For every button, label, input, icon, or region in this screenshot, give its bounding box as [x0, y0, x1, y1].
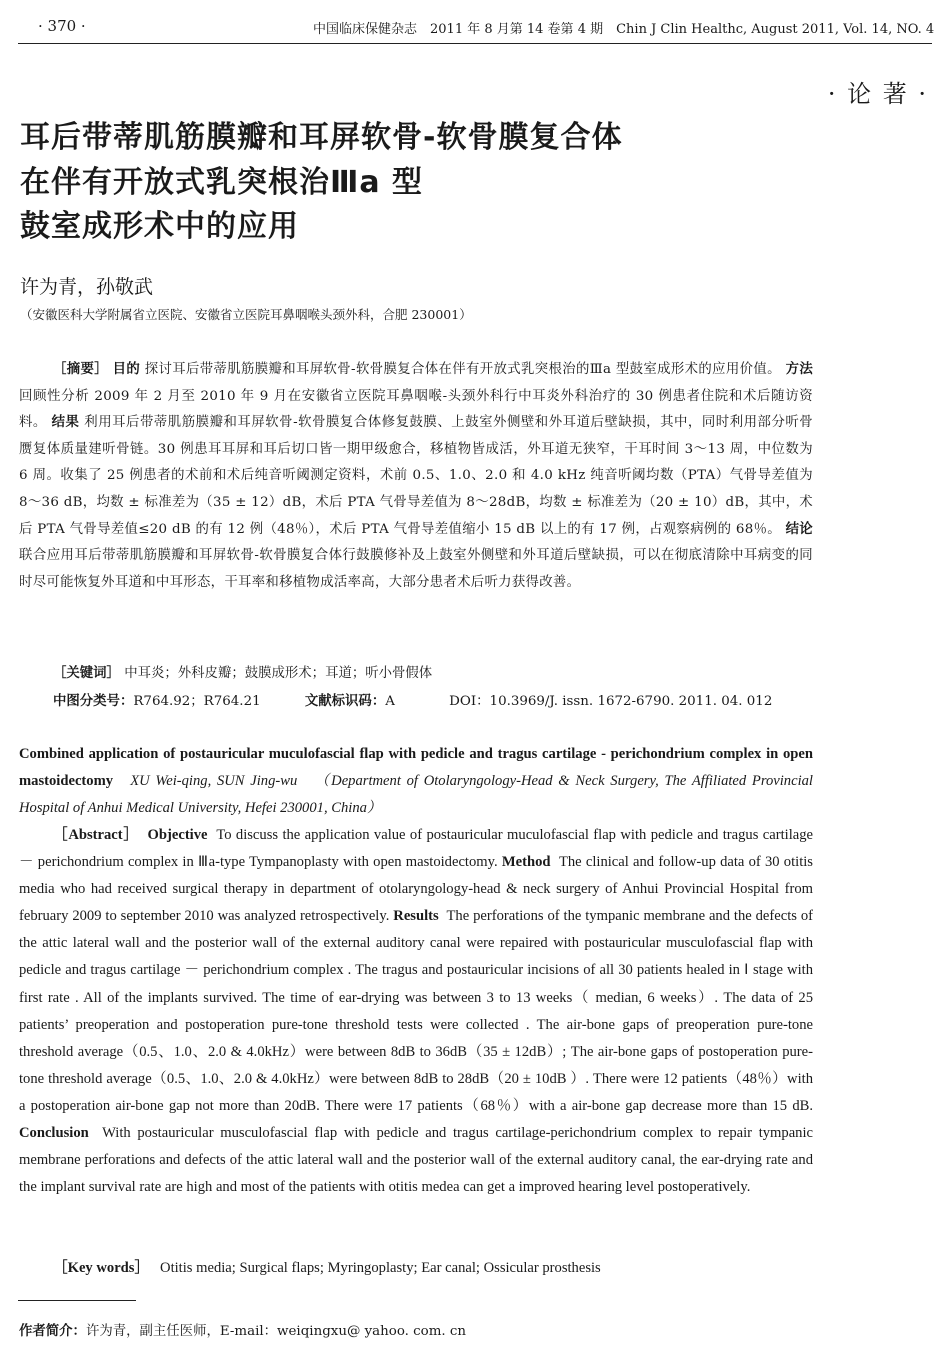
keywords-cn — [53, 662, 432, 681]
doc-code-label: 文献标识码： — [304, 694, 386, 709]
conclusion-cn-label: 结论 — [785, 521, 813, 537]
english-affiliation: （Department of Otolaryngology-Head & Neck Surgery, The Affiliated Provincial Hospital of Anhui Medical University, Hefei 230001, China） — [19, 773, 813, 817]
article-title-line-2: 在伴有开放式乳突根治Ⅲa 型 — [20, 165, 424, 200]
abstract-en — [19, 822, 813, 1201]
results-en-label: Results — [393, 908, 439, 925]
objective-en-label: Objective — [147, 827, 208, 843]
abstract-cn-label: ［摘要］ — [53, 362, 109, 377]
article-title-line-3: 鼓室成形术中的应用 — [20, 209, 299, 244]
keywords-en-label: ［Key words］ — [53, 1260, 150, 1276]
conclusion-en-label: Conclusion — [19, 1125, 89, 1142]
results-en: The perforations of the tympanic membrane and the defects of the attic lateral wall and the posterior wall of the external auditory canal were repaired with postauricular musculofascial flap with pedicle and tragus cartilage － perichondrium complex . The tragus and postauricular incisions of all 30 patients healed in Ⅰ stage with first rate . All of the implants survived. The time of ear-drying was between 3 to 13 weeks（ median, 6 weeks）. The data of 25 patients’ preoperation and postoperation pure-tone threshold tests were collected . The air-bone gaps of preoperation pure-tone threshold average（0.5、1.0、2.0 & 4.0kHz）were between 8dB to 36dB（35 ± 12dB）; The air-bone gaps of postoperation pure-tone threshold average（0.5、1.0、2.0 & 4.0kHz）were between 8dB to 28dB（20 ± 10dB ）. There were 12 patients（48％）with a postoperation air-bone gap not more than 20dB. There were 17 patients（68％）with a air-bone gap decrease more than 15 dB. — [19, 908, 814, 1114]
affiliation: （安徽医科大学附属省立医院、安徽省立医院耳鼻咽喉头颈外科，合肥 230001） — [20, 307, 472, 322]
running-head: 中国临床保健杂志 2011 年 8 月第 14 卷第 4 期 Chin J Clin Healthc, August 2011, Vol. 14, NO. 4 — [313, 22, 935, 37]
english-authors: XU Wei-qing, SUN Jing-wu — [130, 773, 298, 790]
results-cn: 利用耳后带蒂肌筋膜瓣和耳屏软骨-软骨膜复合体修复鼓膜、上鼓室外侧壁和外耳道后壁缺损，其中，同时利用部分听骨赝复体质量建听骨链。30 例患耳耳屏和耳后切口皆一期甲级愈合，移植物皆成活，外耳道无狭窄，干耳时间 3～13 周，中位数为 6 周。收集了 25 例患者的术前和术后纯音听阈测定资料，术前 0.5、1.0、2.0 和 4.0 kHz 纯音听阈均数（PTA）气骨导差值为 8～36 dB，均数 ± 标准差为（35 ± 12）dB，术后 PTA 气骨导差值为 8～28dB，均数 ± 标准差为（20 ± 10）dB，其中，术后 PTA 气骨导差值≤20 dB 的有 12 例（48％），术后 PTA 气骨导差值缩小 15 dB 以上的有 17 例，占观察病例的 68％。 — [19, 415, 813, 537]
method-cn: 回顾性分析 2009 年 2 月至 2010 年 9 月在安徽省立医院耳鼻咽喉-头颈外科行中耳炎外科治疗的 30 例患者住院和术后随访资料。 — [19, 388, 813, 431]
english-title: Combined application of postauricular muculofascial flap with pedicle and tragus cartilage - perichondrium complex in open mastoidectomy — [19, 746, 813, 790]
objective-en: To discuss the application value of postauricular muculofascial flap with pedicle and tragus cartilage － perichondrium complex in Ⅲa-type Tympanoplasty with open mastoidectomy. — [19, 827, 813, 871]
classification-line — [53, 690, 772, 709]
keywords-en-text: Otitis media; Surgical flaps; Myringoplasty; Ear canal; Ossicular prosthesis — [160, 1260, 601, 1276]
abstract-cn — [19, 357, 813, 596]
section-tag: · 论 著 · — [827, 80, 928, 108]
keywords-cn-label: ［关键词］ — [53, 666, 120, 681]
conclusion-en: With postauricular musculofascial flap with pedicle and tragus cartilage-perichondrium complex to repair tympanic membrane perforations and defects of the attic lateral wall and the posterior wall of the external auditory canal, the ear-drying rate and the implant survival rate are high and most of the patients with otitis medea can get a improved hearing level postoperatively. — [19, 1125, 813, 1196]
header-rule — [18, 43, 932, 44]
clc-value: R764.92；R764.21 — [133, 694, 261, 709]
article-title-line-1: 耳后带蒂肌筋膜瓣和耳屏软骨-软骨膜复合体 — [20, 120, 623, 155]
english-title-block — [19, 741, 813, 822]
method-en-label: Method — [501, 854, 551, 871]
page-number: · 370 · — [38, 17, 86, 35]
doc-code-value: A — [385, 694, 395, 709]
method-cn-label: 方法 — [785, 362, 814, 377]
method-en: The clinical and follow-up data of 30 otitis media who had received surgical therapy in department of otolaryngology-head & neck surgery of Anhui Provincial Hospital from february 2009 to september 2010 was analyzed retrospectively. — [19, 854, 813, 925]
objective-cn: 探讨耳后带蒂肌筋膜瓣和耳屏软骨-软骨膜复合体在伴有开放式乳突根治的Ⅲa 型鼓室成形术的应用价值。 — [144, 362, 781, 377]
footnote-label: 作者简介： — [19, 1324, 86, 1339]
clc-label: 中图分类号： — [53, 694, 134, 709]
conclusion-cn: 联合应用耳后带蒂肌筋膜瓣和耳屏软骨-软骨膜复合体行鼓膜修补及上鼓室外侧壁和外耳道后壁缺损，可以在彻底清除中耳病变的同时尽可能恢复外耳道和中耳形态，干耳率和移植物成活率高，大部分患者术后听力获得改善。 — [19, 548, 813, 590]
footnote-text: 许为青，副主任医师，E-mail：weiqingxu@ yahoo. com. cn — [85, 1324, 467, 1339]
abstract-en-label: ［Abstract］ — [53, 827, 139, 843]
keywords-en — [53, 1256, 601, 1277]
keywords-cn-text: 中耳炎；外科皮瓣；鼓膜成形术；耳道；听小骨假体 — [124, 666, 433, 681]
results-cn-label: 结果 — [51, 415, 80, 431]
footnote-rule — [18, 1300, 136, 1301]
footnote — [19, 1320, 466, 1339]
objective-cn-label: 目的 — [112, 362, 141, 377]
authors: 许为青，孙敬武 — [20, 276, 154, 298]
doi: DOI：10.3969/J. issn. 1672-6790. 2011. 04. 012 — [449, 694, 773, 709]
